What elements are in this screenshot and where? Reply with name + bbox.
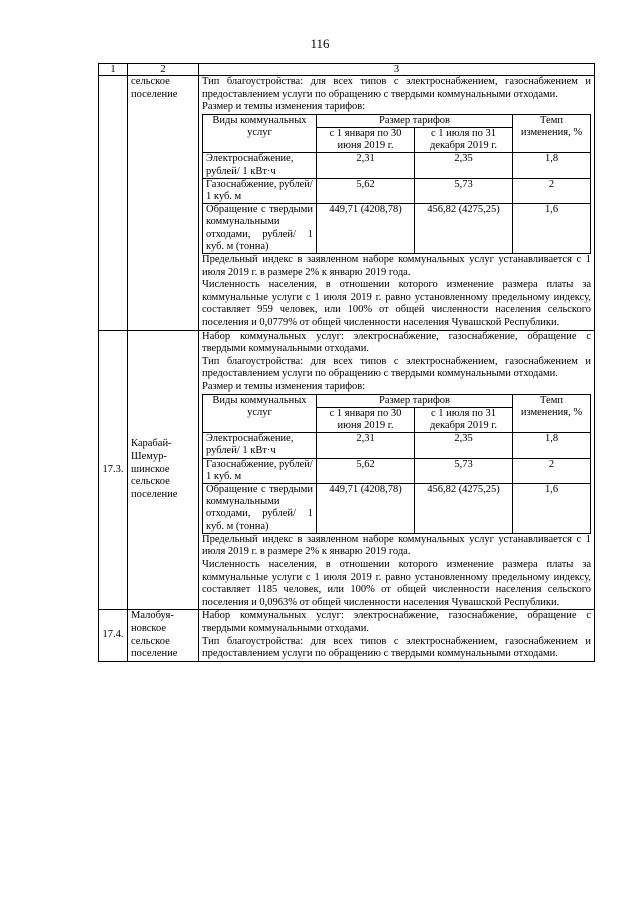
row-number-cell <box>99 76 128 331</box>
column-number-1: 1 <box>99 64 128 76</box>
header-period-2: с 1 июля по 31 декабря 2019 г. <box>415 407 513 432</box>
tariff-rate: 2 <box>513 458 591 483</box>
column-number-2: 2 <box>128 64 199 76</box>
tariff-table <box>202 114 591 254</box>
municipalities-table <box>98 63 595 662</box>
description-cell <box>199 610 595 661</box>
tariff-row <box>203 483 591 533</box>
tariff-value-1: 5,62 <box>317 458 415 483</box>
services-set-text: Набор коммунальных услуг: электроснабжение, газоснабжение, обращение с твердыми коммунальными отходами. <box>202 610 591 634</box>
municipality-name: Карабай-Шемур-шинское сельское поселение <box>128 330 199 610</box>
table-row-block1 <box>99 76 595 331</box>
service-name: Электроснабжение, рублей/ 1 кВт·ч <box>203 433 317 458</box>
service-name: Газоснабжение, рублей/ 1 куб. м <box>203 458 317 483</box>
tariff-value-2: 2,35 <box>415 153 513 178</box>
size-label: Размер и темпы изменения тарифов: <box>202 101 366 113</box>
column-number-3: 3 <box>199 64 595 76</box>
tariff-rate: 1,6 <box>513 483 591 533</box>
tariff-table <box>202 394 591 534</box>
column-number-row <box>99 64 595 76</box>
header-rate: Темп изменения, % <box>513 394 591 433</box>
service-name: Электроснабжение, рублей/ 1 кВт·ч <box>203 153 317 178</box>
tariff-rate: 1,8 <box>513 153 591 178</box>
page-number: 116 <box>310 36 330 51</box>
header-services: Виды коммунальных услуг <box>203 114 317 153</box>
header-size: Размер тарифов <box>317 114 513 127</box>
tariff-row <box>203 178 591 203</box>
services-set-text: Набор коммунальных услуг: электроснабжение, газоснабжение, обращение с твердыми коммунальными отходами. <box>202 330 591 355</box>
tariff-row <box>203 204 591 254</box>
service-name: Обращение с твердыми коммунальными отходами, рублей/ 1 куб. м (тонна) <box>203 483 317 533</box>
tariff-row <box>203 458 591 483</box>
type-text: Тип благоустройства: для всех типов с электроснабжением, газоснабжением и предоставлением услуги по обращению с твердыми коммунальными отходами. <box>202 635 591 660</box>
index-text: Предельный индекс в заявленном наборе коммунальных услуг устанавливается с 1 июля 2019 г. в размере 2% к январю 2019 года. <box>202 533 591 558</box>
header-period-2: с 1 июля по 31 декабря 2019 г. <box>415 127 513 152</box>
table-row-block3 <box>99 610 595 661</box>
row-number: 17.3. <box>99 330 128 610</box>
description-cell <box>199 76 595 331</box>
index-text: Предельный индекс в заявленном наборе коммунальных услуг устанавливается с 1 июля 2019 г. в размере 2% к январю 2019 года. <box>202 254 591 278</box>
municipality-name: сельское поселение <box>128 76 199 331</box>
tariff-value-2: 456,82 (4275,25) <box>415 483 513 533</box>
tariff-row <box>203 153 591 178</box>
service-name: Обращение с твердыми коммунальными отходами, рублей/ 1 куб. м (тонна) <box>203 204 317 254</box>
row-number: 17.4. <box>99 610 128 661</box>
population-text: Численность населения, в отношении которого изменение размера платы за коммунальные услуги с 1 июля 2019 г. равно установленному предельному индексу, составляет 959 человек, или 100% от общей численности населения сельского поселения и 0,0779% от общей численности населения Чувашской Республики. <box>202 279 591 328</box>
size-label: Размер и темпы изменения тарифов: <box>202 380 366 392</box>
description-cell <box>199 330 595 610</box>
header-period-1: с 1 января по 30 июня 2019 г. <box>317 407 415 432</box>
population-text: Численность населения, в отношении которого изменение размера платы за коммунальные услуги с 1 июля 2019 г. равно установленному предельному индексу, составляет 1185 человек, или 100% от общей численности населения сельского поселения и 0,0963% от общей численности населения Чувашской Республики. <box>202 558 591 608</box>
tariff-value-2: 5,73 <box>415 458 513 483</box>
tariff-row <box>203 433 591 458</box>
municipality-name: Малобуя-новское сельское поселение <box>128 610 199 661</box>
tariff-rate: 1,6 <box>513 204 591 254</box>
tariff-rate: 2 <box>513 178 591 203</box>
header-services: Виды коммунальных услуг <box>203 394 317 433</box>
type-text: Тип благоустройства: для всех типов с электроснабжением, газоснабжением и предоставлением услуги по обращению с твердыми коммунальными отходами. <box>202 76 591 100</box>
table-row-block2 <box>99 330 595 610</box>
header-rate: Темп изменения, % <box>513 114 591 153</box>
tariff-value-2: 2,35 <box>415 433 513 458</box>
header-period-1: с 1 января по 30 июня 2019 г. <box>317 127 415 152</box>
tariff-value-2: 5,73 <box>415 178 513 203</box>
tariff-rate: 1,8 <box>513 433 591 458</box>
type-text: Тип благоустройства: для всех типов с электроснабжением, газоснабжением и предоставлением услуги по обращению с твердыми коммунальными отходами. <box>202 355 591 380</box>
tariff-value-1: 449,71 (4208,78) <box>317 483 415 533</box>
tariff-value-1: 5,62 <box>317 178 415 203</box>
header-size: Размер тарифов <box>317 394 513 407</box>
service-name: Газоснабжение, рублей/ 1 куб. м <box>203 178 317 203</box>
tariff-value-1: 2,31 <box>317 433 415 458</box>
tariff-value-1: 449,71 (4208,78) <box>317 204 415 254</box>
tariff-value-1: 2,31 <box>317 153 415 178</box>
tariff-value-2: 456,82 (4275,25) <box>415 204 513 254</box>
